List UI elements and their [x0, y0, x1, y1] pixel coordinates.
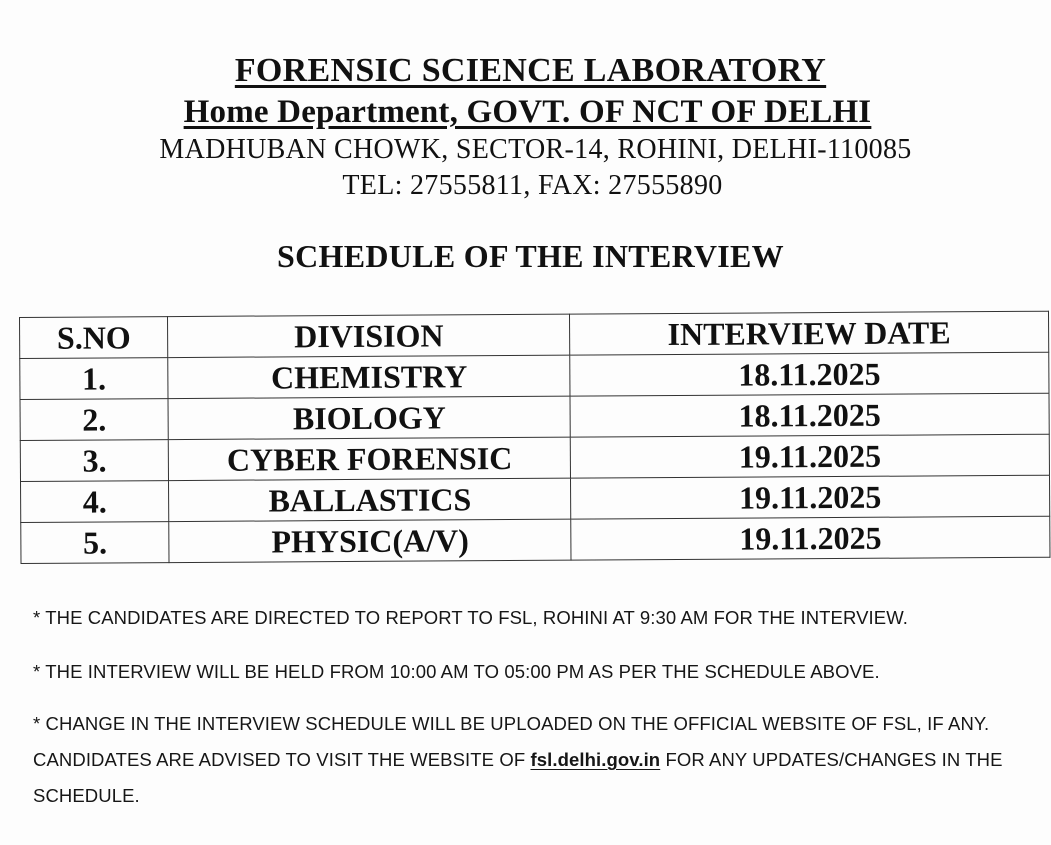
cell-sno: 1. [20, 358, 169, 400]
table-header-row [20, 311, 1049, 358]
table-row [21, 516, 1050, 563]
note-changes-text-end: FOR ANY UPDATES/CHANGES IN THE SCHEDULE. [33, 749, 1003, 806]
cell-division: CYBER FORENSIC [169, 437, 571, 480]
cell-division: BIOLOGY [168, 396, 570, 439]
cell-division: BALLASTICS [169, 478, 571, 521]
note-changes-text: * CHANGE IN THE INTERVIEW SCHEDULE WILL BE UPLOADED ON THE OFFICIAL WEBSITE OF FSL, IF ANY. CANDIDATES ARE ADVISED TO VISIT THE WEBSITE OF [33, 713, 990, 770]
cell-sno: 5. [21, 522, 170, 564]
cell-sno: 2. [20, 399, 169, 441]
cell-date: 19.11.2025 [571, 475, 1050, 519]
column-header-interview-date: INTERVIEW DATE [570, 311, 1049, 355]
cell-sno: 3. [20, 440, 169, 482]
address-line: MADHUBAN CHOWK, SECTOR-14, ROHINI, DELHI-110085 [159, 134, 912, 165]
schedule-table [19, 311, 1050, 564]
cell-division: PHYSIC(A/V) [169, 519, 571, 562]
org-name: FORENSIC SCIENCE LABORATORY [234, 52, 827, 89]
table-row [21, 475, 1050, 522]
cell-date: 19.11.2025 [571, 516, 1050, 560]
note-interview-hours: * THE INTERVIEW WILL BE HELD FROM 10:00 AM TO 05:00 PM AS PER THE SCHEDULE ABOVE. [33, 661, 880, 682]
cell-date: 18.11.2025 [570, 393, 1049, 437]
table-row [20, 352, 1049, 399]
schedule-title: SCHEDULE OF THE INTERVIEW [277, 238, 784, 274]
note-report-time: * THE CANDIDATES ARE DIRECTED TO REPORT TO FSL, ROHINI AT 9:30 AM FOR THE INTERVIEW. [33, 607, 909, 628]
cell-sno: 4. [21, 481, 170, 523]
column-header-division: DIVISION [168, 314, 570, 357]
department-name: Home Department, GOVT. OF NCT OF DELHI [183, 94, 872, 130]
table-row [20, 434, 1049, 481]
note-schedule-changes [33, 706, 1033, 814]
cell-date: 19.11.2025 [570, 434, 1049, 478]
website-link[interactable]: fsl.delhi.gov.in [530, 749, 661, 770]
contact-line: TEL: 27555811, FAX: 27555890 [342, 170, 723, 201]
table-row [20, 393, 1049, 440]
cell-date: 18.11.2025 [570, 352, 1049, 396]
cell-division: CHEMISTRY [168, 355, 570, 398]
column-header-sno: S.NO [20, 317, 169, 359]
